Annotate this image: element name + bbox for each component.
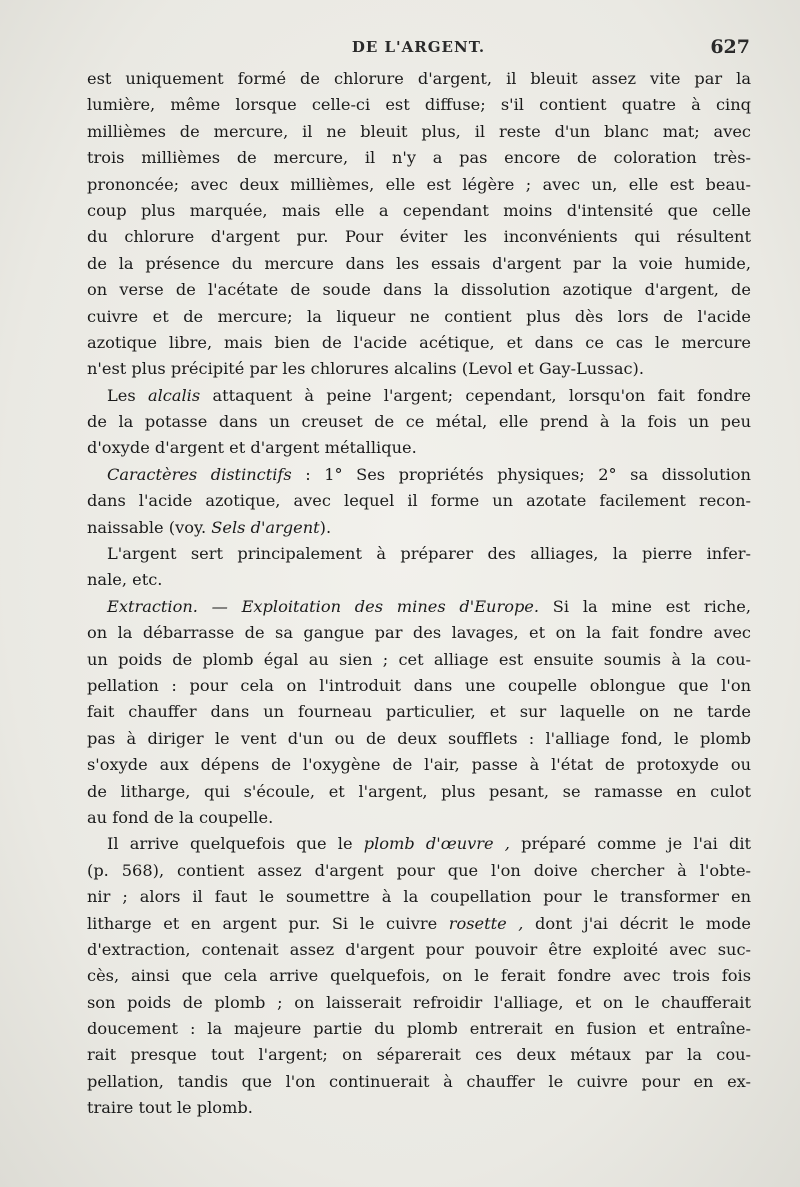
page-number: 627 — [710, 36, 750, 58]
text-line: cuivre et de mercure; la liqueur ne contient plus dès lors de l'acide — [87, 306, 751, 326]
body-text — [87, 66, 751, 1122]
text-run: attaquent à peine l'argent; cependant, lorsqu'on fait fondre — [200, 385, 751, 405]
text-line: cès, ainsi que cela arrive quelquefois, on le ferait fondre avec trois fois — [87, 966, 751, 986]
text-line: azotique libre, mais bien de l'acide acétique, et dans ce cas le mercure — [87, 332, 751, 352]
italic-term: plomb d'œuvre , — [363, 834, 510, 854]
italic-term: alcalis — [147, 385, 201, 405]
text-line: rait presque tout l'argent; on séparerait ces deux métaux par la cou- — [87, 1045, 751, 1065]
text-line — [87, 911, 751, 937]
text-line: pellation : pour cela on l'introduit dans une coupelle oblongue que l'on — [87, 675, 751, 695]
text-line: on la débarrasse de sa gangue par des lavages, et on la fait fondre avec — [87, 623, 751, 643]
text-line — [87, 831, 751, 857]
text-line: (p. 568), contient assez d'argent pour que l'on doive chercher à l'obte- — [87, 860, 751, 880]
text-line — [87, 515, 751, 541]
text-run: naissable (voy. — [87, 517, 212, 537]
text-line: doucement : la majeure partie du plomb entrerait en fusion et entraîne- — [87, 1019, 751, 1039]
text-line: n'est plus précipité par les chlorures alcalins (Levol et Gay-Lussac). — [87, 359, 645, 379]
text-line: un poids de plomb égal au sien ; cet alliage est ensuite soumis à la cou- — [87, 649, 751, 669]
text-line: on verse de l'acétate de soude dans la dissolution azotique d'argent, de — [87, 280, 751, 300]
text-line: d'oxyde d'argent et d'argent métallique. — [87, 438, 417, 458]
text-run: Si la mine est riche, — [539, 596, 751, 616]
text-line: nale, etc. — [87, 570, 163, 590]
text-run: ). — [319, 517, 332, 537]
text-line: millièmes de mercure, il ne bleuit plus, il reste d'un blanc mat; avec — [87, 121, 751, 141]
running-head — [87, 38, 750, 62]
italic-heading: Caractères distinctifs — [107, 464, 292, 484]
text-line: de la présence du mercure dans les essais d'argent par la voie humide, — [87, 253, 751, 273]
text-line: dans l'acide azotique, avec lequel il forme un azotate facilement recon- — [87, 491, 751, 511]
text-run: Les — [107, 385, 148, 405]
italic-term: rosette , — [448, 913, 524, 933]
text-run: Il arrive quelquefois que le — [107, 834, 364, 854]
text-line: du chlorure d'argent pur. Pour éviter les inconvénients qui résultent — [87, 227, 751, 247]
text-line: coup plus marquée, mais elle a cependant moins d'intensité que celle — [87, 200, 751, 220]
text-line: s'oxyde aux dépens de l'oxygène de l'air, passe à l'état de protoxyde ou — [87, 755, 751, 775]
text-line: traire tout le plomb. — [87, 1098, 253, 1118]
text-run: : 1° Ses propriétés physiques; 2° sa dissolution — [291, 464, 751, 484]
text-line: trois millièmes de mercure, il n'y a pas encore de coloration très- — [87, 148, 751, 168]
italic-heading: Extraction. — Exploitation des mines d'Europe. — [107, 596, 540, 616]
text-line: son poids de plomb ; on laisserait refroidir l'alliage, et on le chaufferait — [87, 992, 751, 1012]
text-line: de litharge, qui s'écoule, et l'argent, plus pesant, se ramasse en culot — [87, 781, 751, 801]
text-line: pellation, tandis que l'on continuerait à chauffer le cuivre pour en ex- — [87, 1071, 751, 1091]
text-line: L'argent sert principalement à préparer des alliages, la pierre infer- — [107, 544, 751, 564]
running-title: DE L'ARGENT. — [351, 38, 486, 56]
italic-reference: Sels d'argent — [211, 517, 320, 537]
text-run: litharge et en argent pur. Si le cuivre — [87, 913, 449, 933]
text-line — [87, 462, 751, 488]
text-line: prononcée; avec deux millièmes, elle est légère ; avec un, elle est beau- — [87, 174, 751, 194]
text-line: lumière, même lorsque celle-ci est diffuse; s'il contient quatre à cinq — [87, 95, 751, 115]
text-line: d'extraction, contenait assez d'argent pour pouvoir être exploité avec suc- — [87, 939, 751, 959]
text-line: fait chauffer dans un fourneau particulier, et sur laquelle on ne tarde — [87, 702, 751, 722]
text-line — [87, 594, 751, 620]
text-run: dont j'ai décrit le mode — [523, 913, 751, 933]
text-line — [87, 383, 751, 409]
text-line: est uniquement formé de chlorure d'argent, il bleuit assez vite par la — [87, 69, 751, 88]
text-line: de la potasse dans un creuset de ce métal, elle prend à la fois un peu — [87, 412, 751, 432]
text-line: pas à diriger le vent d'un ou de deux soufflets : l'alliage fond, le plomb — [87, 728, 751, 748]
text-line: au fond de la coupelle. — [87, 807, 274, 827]
text-line: nir ; alors il faut le soumettre à la coupellation pour le transformer en — [87, 887, 751, 907]
text-run: préparé comme je l'ai dit — [509, 834, 752, 854]
